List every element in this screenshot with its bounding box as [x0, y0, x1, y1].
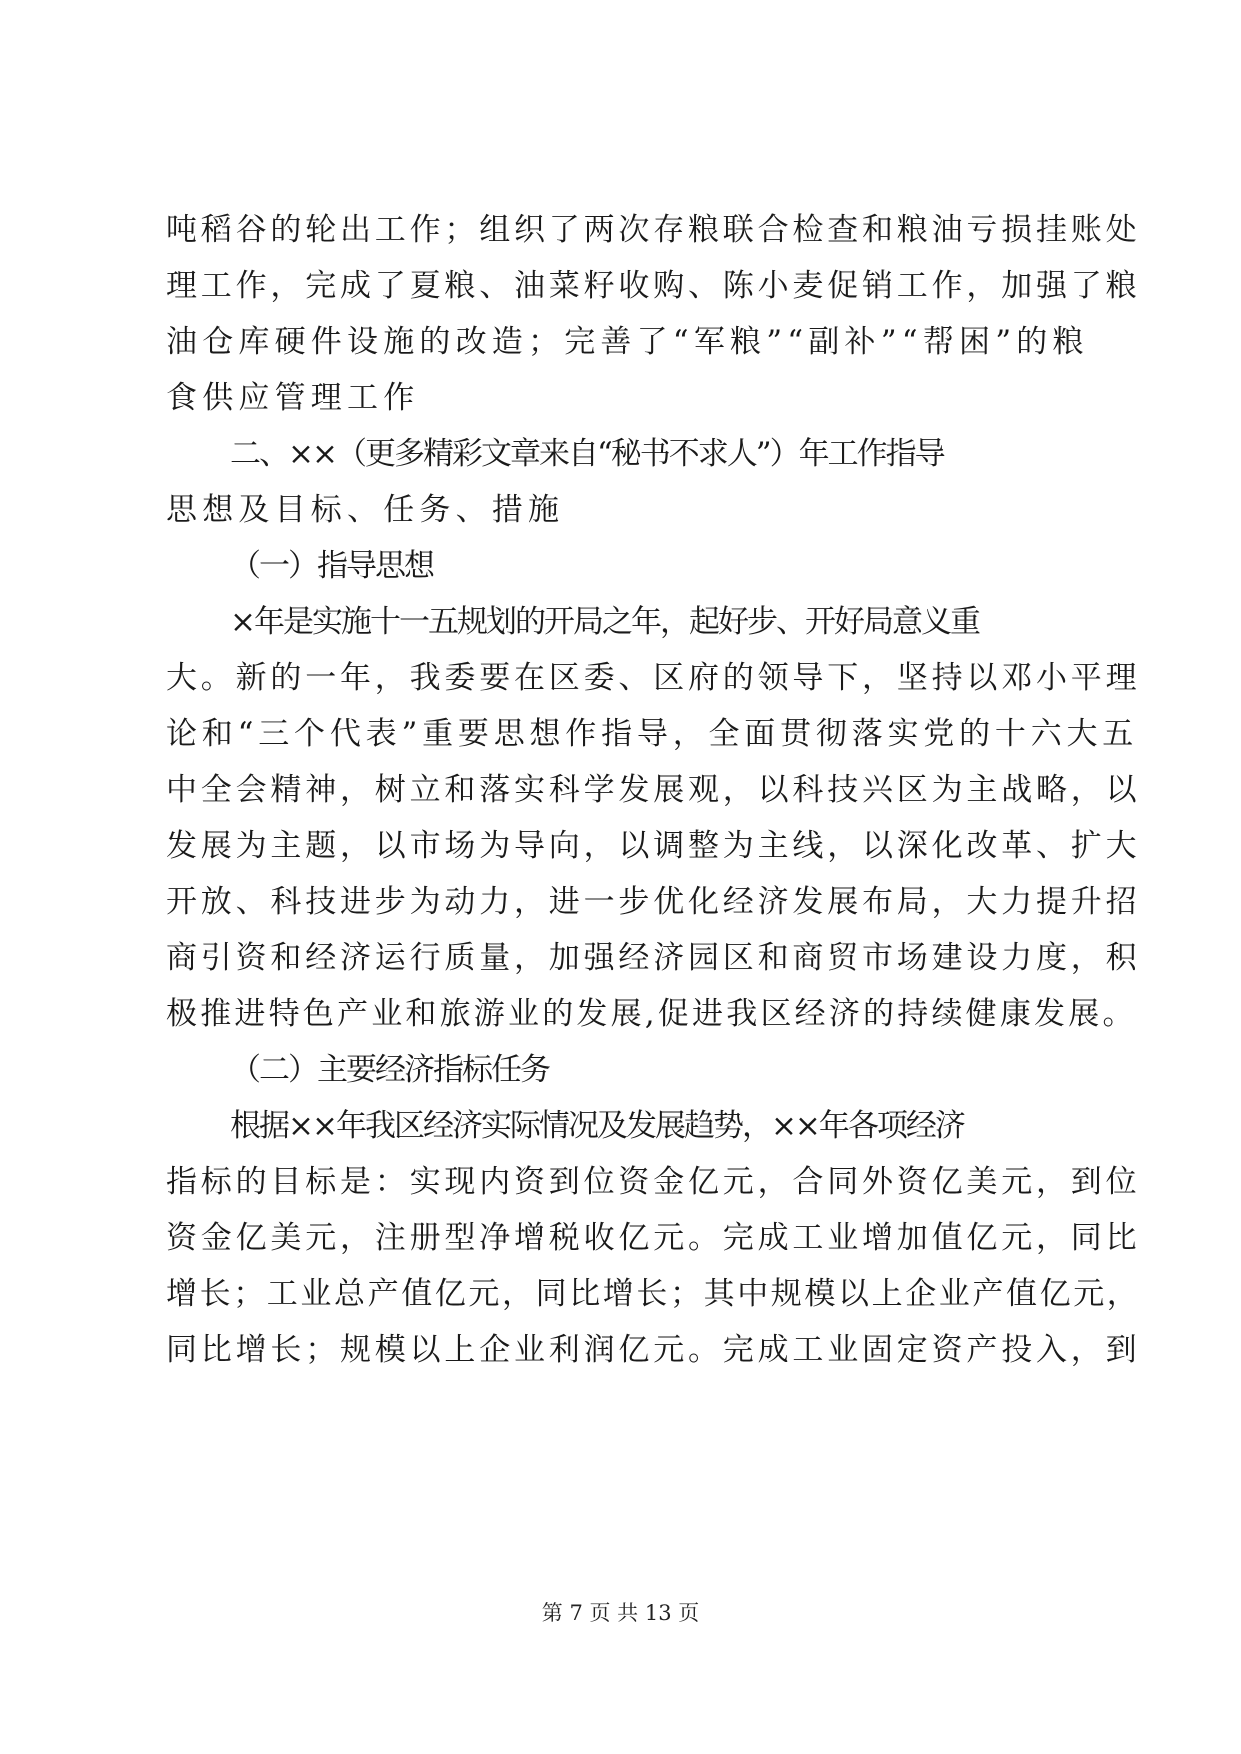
text-line: 思想及目标、任务、措施	[166, 492, 565, 528]
text-line: 吨稻谷的轮出工作；组织了两次存粮联合检查和粮油亏损挂账处	[166, 212, 1141, 248]
text-line: 发展为主题，以市场为导向，以调整为主线，以深化改革、扩大	[166, 828, 1141, 864]
subsection-heading: （一）指导思想	[230, 548, 433, 584]
text-line: 论和“三个代表”重要思想作指导，全面贯彻落实党的十六大五	[166, 716, 1139, 752]
section-heading: 二、××（更多精彩文章来自“秘书不求人”）年工作指导	[230, 436, 944, 472]
text-line: 资金亿美元，注册型净增税收亿元。完成工业增加值亿元，同比	[166, 1220, 1141, 1256]
subsection-heading: （二）主要经济指标任务	[230, 1052, 549, 1088]
text-line: 中全会精神，树立和落实科学发展观，以科技兴区为主战略，以	[166, 772, 1141, 808]
text-line: 指标的目标是：实现内资到位资金亿元，合同外资亿美元，到位	[166, 1164, 1141, 1200]
text-line: 同比增长；规模以上企业利润亿元。完成工业固定资产投入，到	[166, 1332, 1141, 1368]
text-line: 极推进特色产业和旅游业的发展,促进我区经济的持续健康发展。	[166, 996, 1137, 1032]
text-line: 增长；工业总产值亿元，同比增长；其中规模以上企业产值亿元，	[166, 1276, 1141, 1312]
text-line: 油仓库硬件设施的改造；完善了“军粮”“副补”“帮困”的粮	[166, 324, 1089, 360]
text-line: 商引资和经济运行质量，加强经济园区和商贸市场建设力度，积	[166, 940, 1141, 976]
text-line: 根据××年我区经济实际情况及发展趋势，××年各项经济	[230, 1108, 964, 1144]
text-line: 大。新的一年，我委要在区委、区府的领导下，坚持以邓小平理	[166, 660, 1141, 696]
text-line: ×年是实施十一五规划的开局之年，起好步、开好局意义重	[230, 604, 979, 640]
text-line: 理工作，完成了夏粮、油菜籽收购、陈小麦促销工作，加强了粮	[166, 268, 1141, 304]
page-number-footer: 第 7 页 共 13 页	[541, 1601, 700, 1625]
text-line: 开放、科技进步为动力，进一步优化经济发展布局，大力提升招	[166, 884, 1141, 920]
text-line: 食供应管理工作	[166, 380, 420, 416]
